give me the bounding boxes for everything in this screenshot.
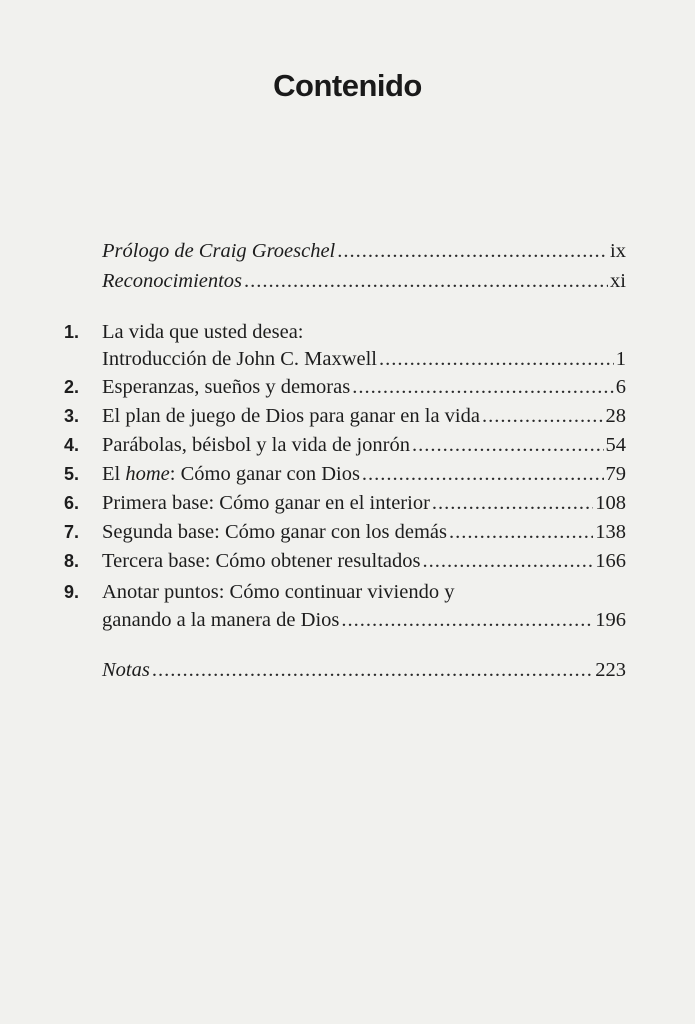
- dot-leader: [352, 376, 614, 399]
- toc-entry-number: 8.: [64, 551, 80, 571]
- toc-entry-page: 28: [605, 405, 626, 427]
- toc-entry-number: 9.: [64, 582, 80, 602]
- toc-entry-page: 223: [595, 659, 626, 681]
- toc-entry-page: 196: [595, 609, 626, 631]
- toc-entry-notes: [64, 659, 626, 687]
- toc-entry-chapter-3: [64, 405, 626, 433]
- toc-entry-acknowledgements: [64, 270, 626, 298]
- page-title: Contenido: [273, 68, 422, 103]
- dot-leader: [449, 521, 593, 544]
- toc-entry-label: ganando a la manera de Dios: [102, 609, 340, 631]
- toc-entry-page: 54: [605, 434, 626, 456]
- toc-entry-page: 1: [615, 348, 626, 370]
- toc-entry-number: 6.: [64, 493, 80, 513]
- dot-leader: [422, 550, 593, 573]
- dot-leader: [412, 434, 603, 457]
- dot-leader: [152, 659, 593, 682]
- toc-entry-number: 3.: [64, 406, 80, 426]
- dot-leader: [337, 240, 608, 263]
- toc-entry-number: 7.: [64, 522, 80, 542]
- toc-entry-label: Tercera base: Cómo obtener resultados: [102, 550, 421, 572]
- toc-entry-page: 108: [595, 492, 626, 514]
- dot-leader: [341, 609, 593, 632]
- toc-entry-label: Anotar puntos: Cómo continuar viviendo y: [102, 581, 455, 603]
- dot-leader: [432, 492, 593, 515]
- toc-entry-number: 1.: [64, 322, 80, 342]
- toc-entry-label: Prólogo de Craig Groeschel: [102, 240, 336, 262]
- toc-entry-chapter-6: [64, 492, 626, 520]
- toc-entry-page: 138: [595, 521, 626, 543]
- dot-leader: [482, 405, 604, 428]
- toc-entry-chapter-4: [64, 434, 626, 462]
- toc-entry-label: Parábolas, béisbol y la vida de jonrón: [102, 434, 411, 456]
- toc-entry-chapter-5: [64, 463, 626, 491]
- toc-entry-chapter-1-line-1: [64, 321, 626, 349]
- toc-entry-number: 4.: [64, 435, 80, 455]
- toc-entry-number: 5.: [64, 464, 80, 484]
- toc-entry-chapter-2: [64, 376, 626, 404]
- toc-entry-foreword: [64, 240, 626, 268]
- toc-entry-label: Reconocimientos: [102, 270, 243, 292]
- toc-entry-page: ix: [610, 240, 626, 262]
- toc-entry-chapter-1-line-2: [64, 348, 626, 376]
- toc-entry-label: Notas: [102, 659, 150, 681]
- label-prefix: El: [102, 463, 126, 485]
- dot-leader: [379, 348, 614, 371]
- toc-entry-page: xi: [610, 270, 626, 292]
- toc-entry-label: Introducción de John C. Maxwell: [102, 348, 377, 370]
- dot-leader: [244, 270, 608, 293]
- toc-entry-chapter-9-line-2: [64, 609, 626, 637]
- toc-entry-page: 6: [615, 376, 626, 398]
- label-emphasis: home: [125, 463, 170, 485]
- toc-entry-number: 2.: [64, 377, 80, 397]
- toc-entry-label: [102, 463, 360, 486]
- toc-entry-label: Primera base: Cómo ganar en el interior: [102, 492, 430, 514]
- toc-entry-chapter-8: [64, 550, 626, 578]
- toc-entry-chapter-7: [64, 521, 626, 549]
- toc-entry-page: 166: [595, 550, 626, 572]
- toc-entry-label: El plan de juego de Dios para ganar en la vida: [102, 405, 480, 427]
- toc-entry-label: La vida que usted desea:: [102, 321, 304, 343]
- toc-entry-label: Segunda base: Cómo ganar con los demás: [102, 521, 448, 543]
- toc-entry-chapter-9-line-1: [64, 581, 626, 609]
- dot-leader: [362, 463, 604, 486]
- toc-entry-label: Esperanzas, sueños y demoras: [102, 376, 351, 398]
- toc-entry-page: 79: [605, 463, 626, 485]
- label-suffix: : Cómo ganar con Dios: [169, 463, 360, 485]
